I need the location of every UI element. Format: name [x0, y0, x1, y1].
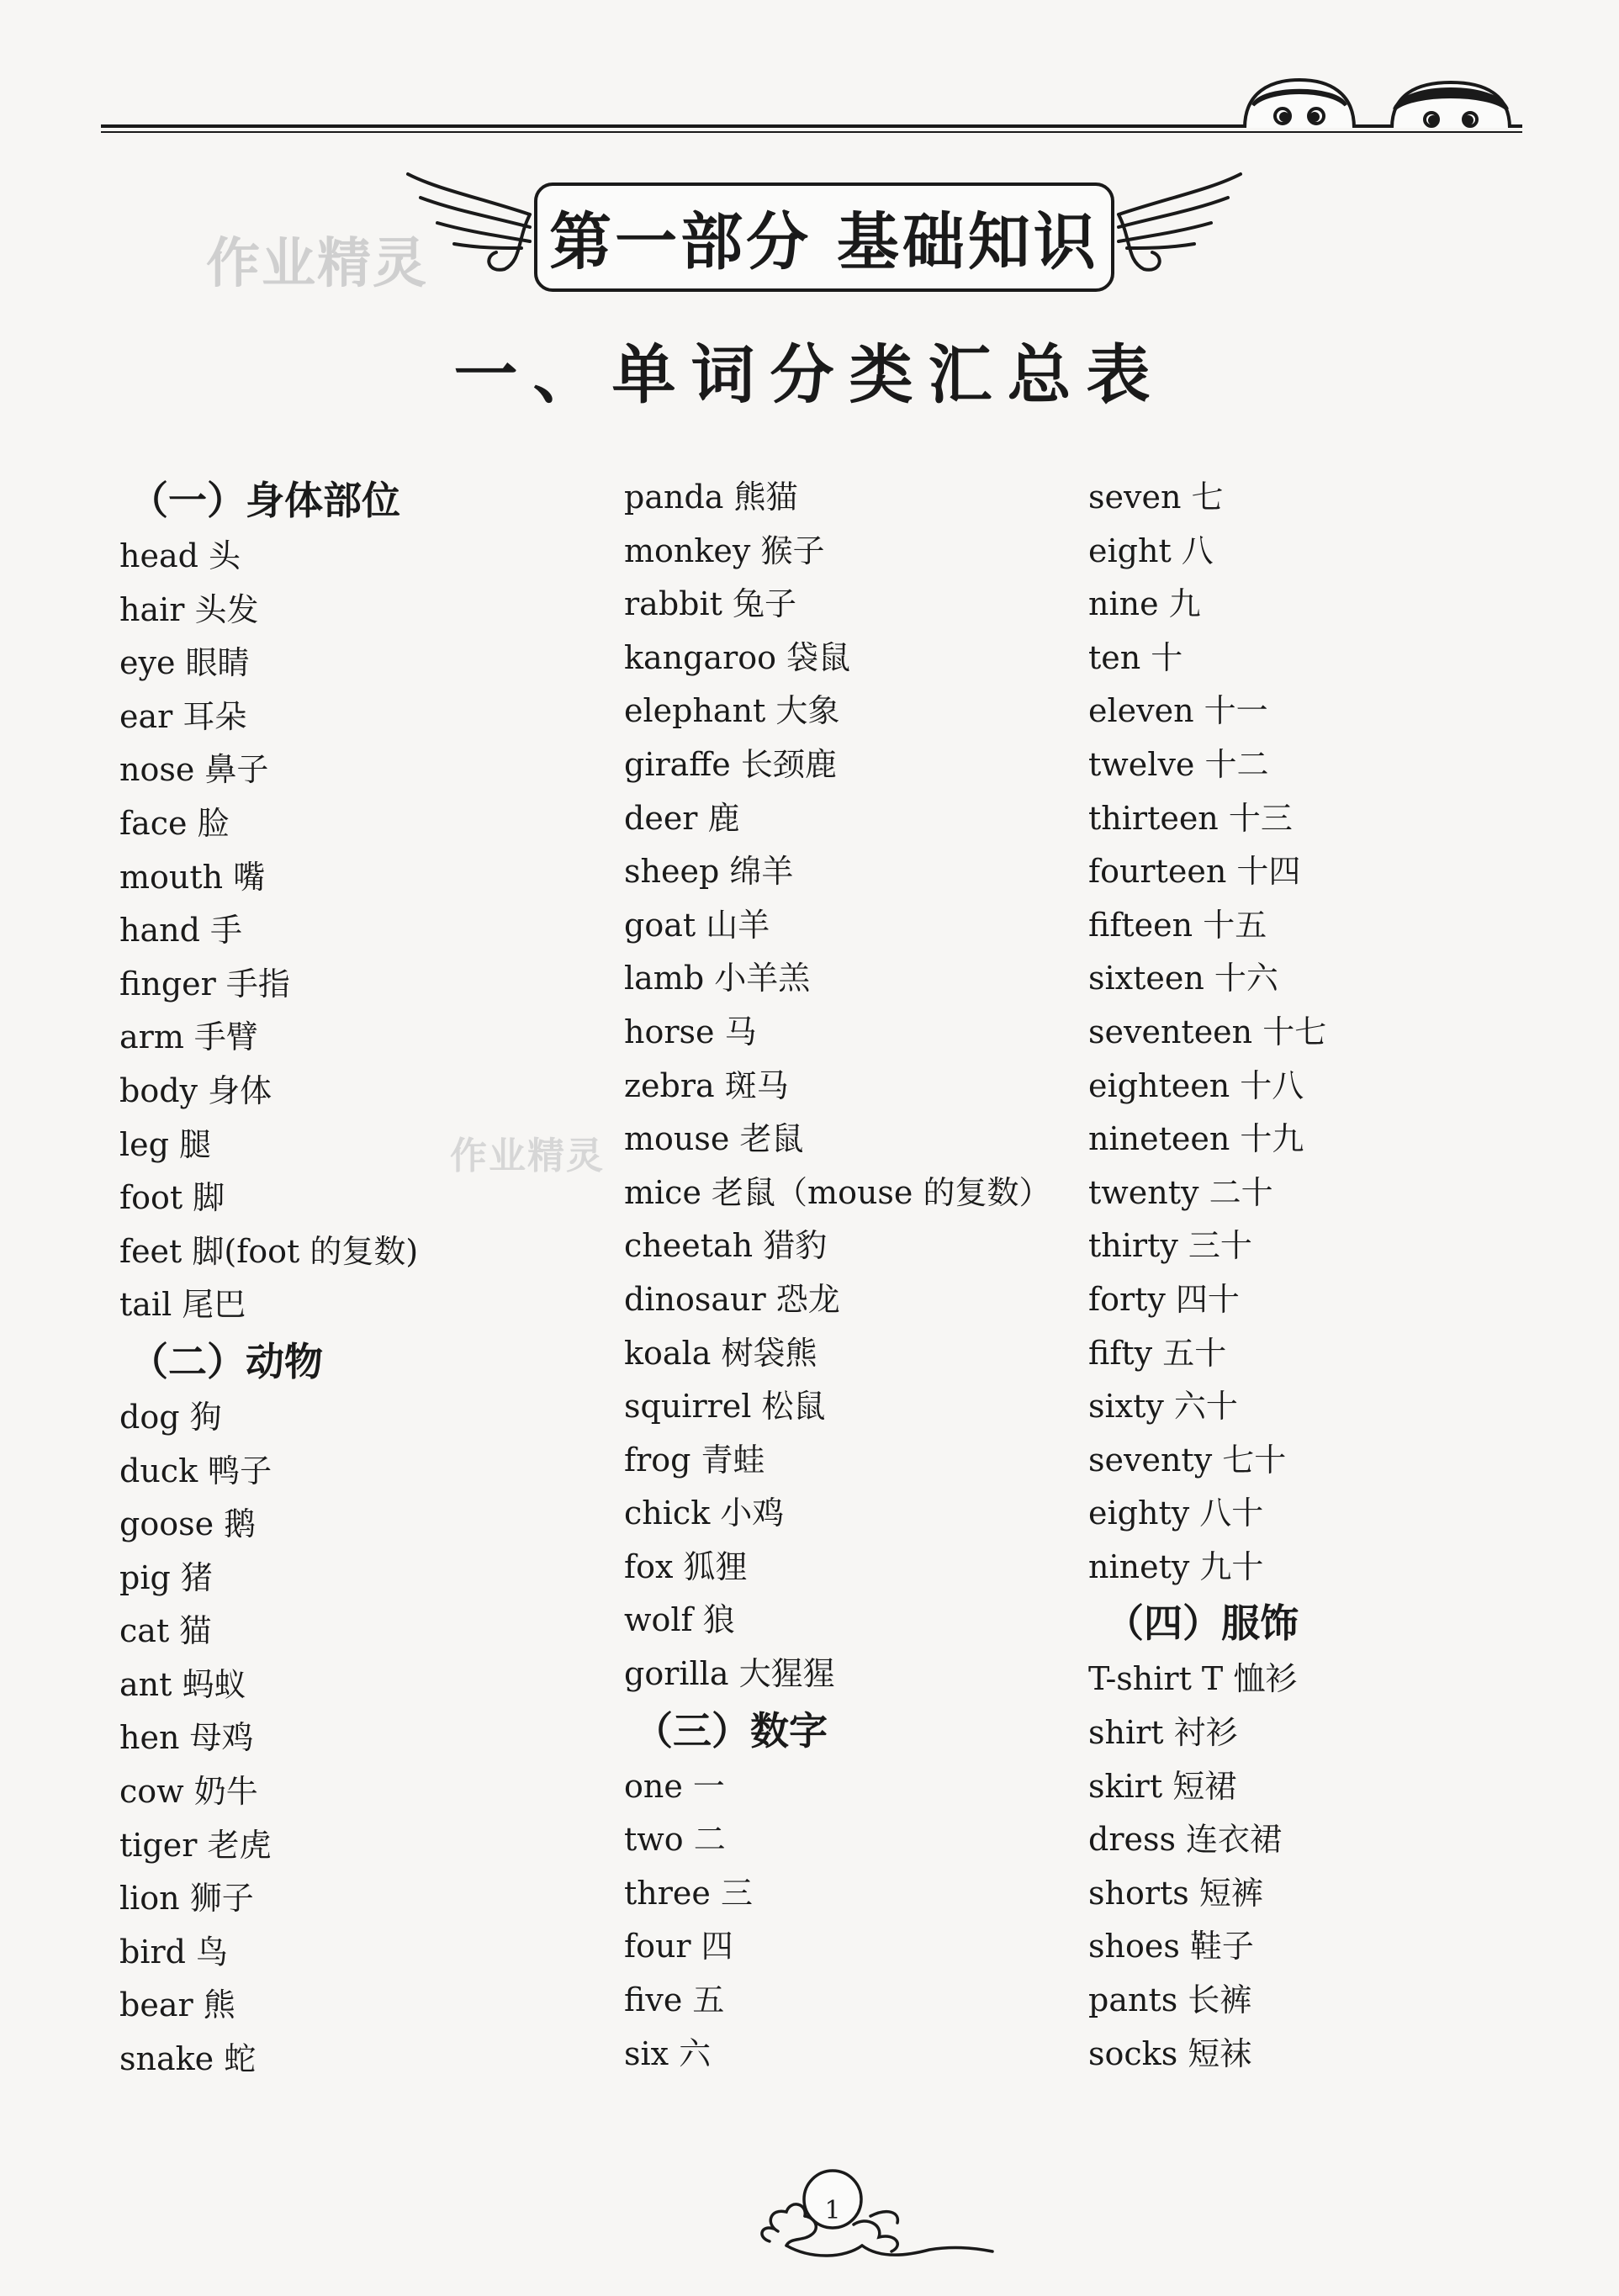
wing-right-icon: [1110, 164, 1245, 290]
vocabulary-item: frog 青蛙: [624, 1441, 765, 1479]
part-title: 第一部分 基础知识: [549, 206, 1099, 278]
vocabulary-item: pants 长裤: [1088, 1981, 1252, 2019]
vocabulary-item: dog 狗: [119, 1398, 222, 1436]
vocabulary-item: tiger 老虎: [119, 1826, 272, 1864]
vocabulary-item: nine 九: [1088, 585, 1201, 623]
vocabulary-item: seven 七: [1088, 479, 1224, 516]
vocabulary-item: three 三: [624, 1874, 753, 1912]
vocabulary-item: goose 鹅: [119, 1505, 257, 1543]
vocabulary-item: rabbit 兔子: [624, 585, 796, 623]
vocabulary-item: duck 鸭子: [119, 1452, 272, 1489]
vocabulary-item: thirty 三十: [1088, 1227, 1252, 1265]
vocabulary-item: finger 手指: [119, 965, 290, 1003]
vocabulary-item: eleven 十一: [1088, 692, 1268, 730]
category-heading: （三）数字: [634, 1707, 828, 1754]
vocabulary-item: fourteen 十四: [1088, 853, 1301, 891]
word-column-1: [119, 471, 590, 2087]
part-title-box: [534, 183, 1114, 292]
vocabulary-item: bird 鸟: [119, 1933, 229, 1971]
vocabulary-item: lion 狮子: [119, 1880, 254, 1918]
vocabulary-item: face 脸: [119, 804, 230, 842]
part-title-banner: [404, 164, 1245, 315]
vocabulary-item: twelve 十二: [1088, 745, 1269, 783]
page-number: 1: [824, 2196, 841, 2225]
vocabulary-item: cat 猫: [119, 1612, 212, 1650]
vocabulary-item: zebra 斑马: [624, 1066, 789, 1104]
vocabulary-item: sixteen 十六: [1088, 960, 1278, 997]
vocabulary-item: seventy 七十: [1088, 1441, 1287, 1479]
vocabulary-item: mouth 嘴: [119, 858, 266, 896]
vocabulary-item: arm 手臂: [119, 1018, 258, 1056]
vocabulary-item: head 头: [119, 537, 241, 574]
vocabulary-item: skirt 短裙: [1088, 1767, 1237, 1805]
wing-left-icon: [404, 164, 538, 290]
vocabulary-item: mice 老鼠（mouse 的复数）: [624, 1173, 1051, 1211]
vocabulary-item: shoes 鞋子: [1088, 1928, 1254, 1965]
vocabulary-item: T-shirt T 恤衫: [1088, 1660, 1298, 1698]
vocabulary-item: squirrel 松鼠: [624, 1388, 826, 1426]
watermark-text: 作业精灵: [206, 233, 428, 295]
category-heading: （四）服饰: [1105, 1600, 1299, 1647]
vocabulary-item: sixty 六十: [1088, 1388, 1238, 1426]
vocabulary-item: foot 脚: [119, 1179, 225, 1217]
vocabulary-item: eight 八: [1088, 532, 1214, 569]
category-heading: （二）动物: [130, 1338, 323, 1384]
category-heading: （一）身体部位: [130, 478, 400, 523]
vocabulary-item: gorilla 大猩猩: [624, 1655, 835, 1693]
vocabulary-item: seventeen 十七: [1088, 1013, 1327, 1050]
vocabulary-item: feet 脚(foot 的复数): [119, 1232, 419, 1270]
vocabulary-item: nose 鼻子: [119, 751, 269, 789]
vocabulary-item: mouse 老鼠: [624, 1120, 804, 1158]
vocabulary-item: goat 山羊: [624, 906, 770, 944]
vocabulary-item: pig 猪: [119, 1558, 213, 1596]
vocabulary-item: hand 手: [119, 912, 243, 950]
vocabulary-item: eye 眼睛: [119, 644, 250, 682]
vocabulary-item: hen 母鸡: [119, 1719, 254, 1757]
vocabulary-item: panda 熊猫: [624, 479, 798, 516]
vocabulary-item: kangaroo 袋鼠: [624, 638, 851, 676]
vocabulary-item: monkey 猴子: [624, 532, 825, 569]
vocabulary-item: fox 狐狸: [624, 1547, 748, 1585]
vocabulary-item: koala 树袋熊: [624, 1334, 817, 1372]
vocabulary-item: chick 小鸡: [624, 1495, 785, 1532]
vocabulary-item: body 身体: [119, 1071, 272, 1109]
vocabulary-item: ten 十: [1088, 638, 1183, 676]
vocabulary-item: fifty 五十: [1088, 1334, 1227, 1372]
watermark-text: 作业精灵: [450, 1135, 605, 1177]
vocabulary-item: ninety 九十: [1088, 1547, 1264, 1585]
section-title: 一、单词分类汇总表: [453, 337, 1166, 412]
vocabulary-item: tail 尾巴: [119, 1286, 246, 1324]
vocabulary-item: thirteen 十三: [1088, 799, 1293, 837]
word-column-3: [1088, 471, 1559, 2081]
vocabulary-item: dress 连衣裙: [1088, 1821, 1283, 1859]
vocabulary-item: deer 鹿: [624, 799, 740, 837]
vocabulary-item: elephant 大象: [624, 692, 840, 730]
vocabulary-item: eighteen 十八: [1088, 1066, 1304, 1104]
vocabulary-item: eighty 八十: [1088, 1495, 1264, 1532]
vocabulary-item: lamb 小羊羔: [624, 960, 811, 997]
vocabulary-item: bear 熊: [119, 1987, 235, 2024]
vocabulary-item: ant 蚂蚁: [119, 1665, 246, 1703]
word-column-2: [624, 471, 1095, 2081]
vocabulary-item: fifteen 十五: [1088, 906, 1267, 944]
vocabulary-item: six 六: [624, 2034, 712, 2072]
vocabulary-item: five 五: [624, 1981, 725, 2019]
vocabulary-item: dinosaur 恐龙: [624, 1280, 840, 1318]
vocabulary-item: sheep 绵羊: [624, 853, 794, 891]
vocabulary-item: ear 耳朵: [119, 697, 247, 735]
vocabulary-item: hair 头发: [119, 590, 259, 628]
vocabulary-item: two 二: [624, 1821, 726, 1859]
cartoon-faces-icon: [1236, 76, 1522, 130]
vocabulary-item: nineteen 十九: [1088, 1120, 1304, 1158]
vocabulary-item: snake 蛇: [119, 2040, 257, 2078]
vocabulary-item: cow 奶牛: [119, 1773, 258, 1811]
vocabulary-item: socks 短袜: [1088, 2034, 1252, 2072]
vocabulary-item: wolf 狼: [624, 1601, 735, 1639]
vocabulary-item: horse 马: [624, 1013, 757, 1050]
vocabulary-item: one 一: [624, 1767, 725, 1805]
vocabulary-item: twenty 二十: [1088, 1173, 1273, 1211]
vocabulary-item: shirt 衬衫: [1088, 1714, 1238, 1752]
vocabulary-item: forty 四十: [1088, 1280, 1240, 1318]
vocabulary-item: giraffe 长颈鹿: [624, 745, 837, 783]
vocabulary-item: cheetah 猎豹: [624, 1227, 828, 1265]
vocabulary-item: leg 腿: [119, 1125, 212, 1163]
vocabulary-item: four 四: [624, 1928, 733, 1965]
cloud-ornament-icon: [753, 2166, 997, 2262]
vocabulary-item: shorts 短裤: [1088, 1874, 1263, 1912]
